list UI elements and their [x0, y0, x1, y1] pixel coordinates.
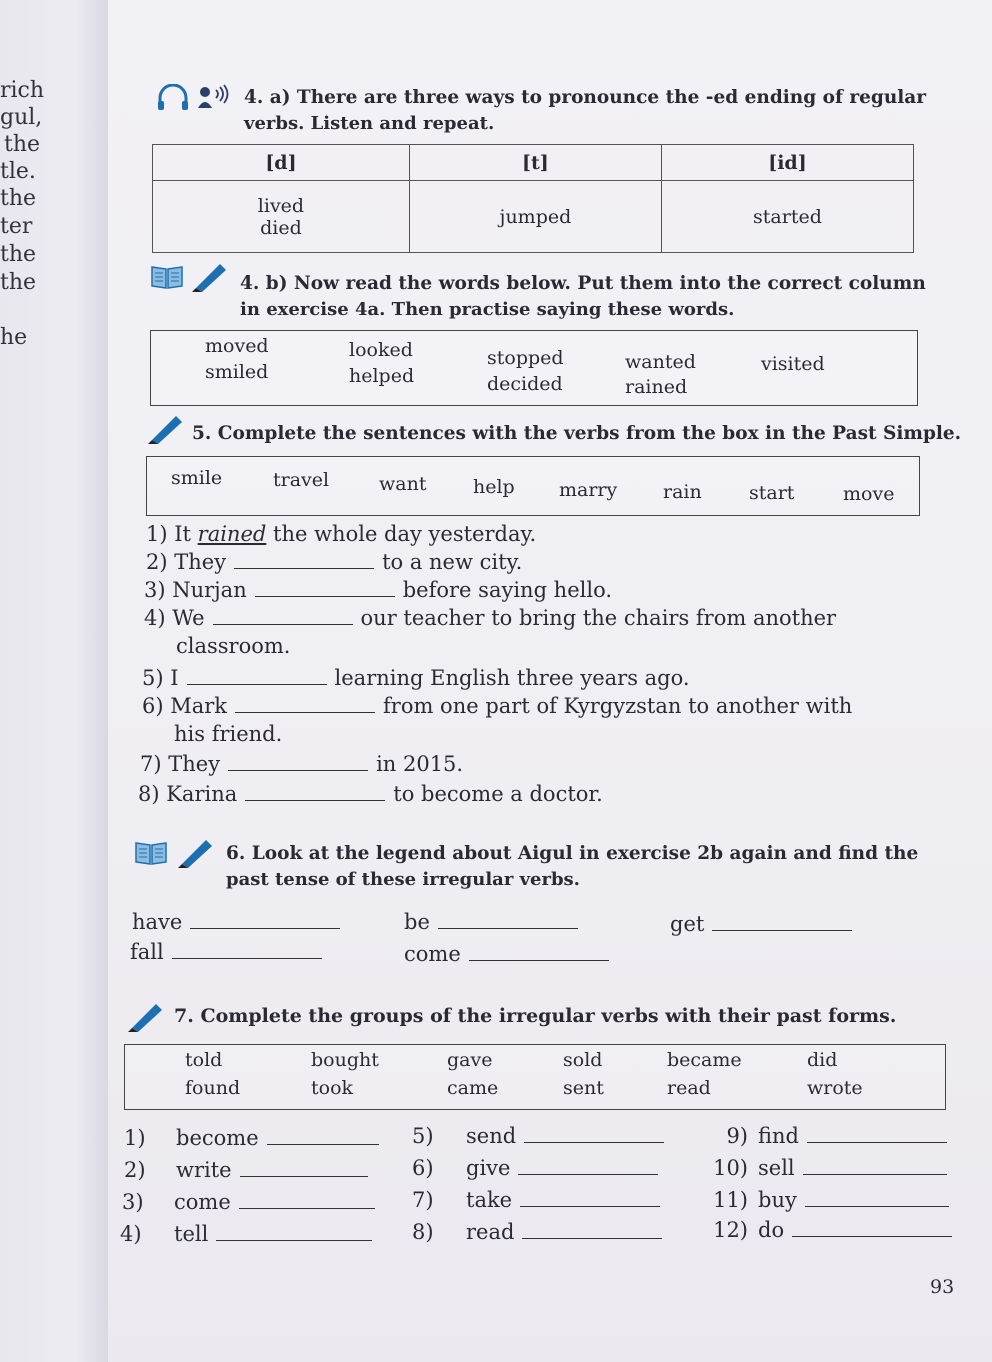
left-fragment: the — [4, 132, 41, 157]
word: stopped — [487, 347, 564, 369]
sentence-8: 8) Karina to become a doctor. — [138, 782, 603, 806]
answer-blank[interactable] — [803, 1173, 947, 1175]
word: helped — [349, 365, 415, 387]
word: found — [185, 1077, 241, 1099]
sentence-4-cont: classroom. — [176, 634, 291, 658]
verb-get: get — [670, 912, 860, 936]
word: start — [749, 482, 795, 504]
sentence-2: 2) They to a new city. — [146, 550, 523, 574]
exercise-7-verb-box — [124, 1044, 946, 1110]
answer-blank[interactable] — [187, 683, 327, 685]
word: marry — [559, 479, 618, 501]
example-answer: rained — [197, 522, 267, 546]
answer-blank[interactable] — [792, 1235, 952, 1237]
verb-fall: fall — [130, 940, 330, 964]
irregular-item: 11) buy — [696, 1188, 957, 1212]
sentence-4: 4) We our teacher to bring the chairs from another — [144, 606, 837, 630]
irregular-item: 9) find — [696, 1124, 955, 1148]
word: wrote — [807, 1077, 863, 1099]
irregular-item: 6) give — [412, 1156, 666, 1180]
word: travel — [273, 469, 330, 491]
exercise-5-title: 5. Complete the sentences with the verbs from the box in the Past Simple. — [192, 423, 962, 444]
irregular-item: 4) tell — [120, 1222, 380, 1246]
word: did — [807, 1049, 838, 1071]
verb-be: be — [404, 910, 586, 934]
page-number: 93 — [930, 1276, 955, 1298]
word: came — [447, 1077, 499, 1099]
header-t: [t] — [409, 145, 661, 181]
left-page — [0, 0, 108, 1362]
word: gave — [447, 1049, 493, 1071]
irregular-item: 1) become — [124, 1126, 387, 1150]
word-cell: lived — [257, 194, 305, 217]
exercise-4a-title: 4. a) There are three ways to pronounce the -ed ending of regular — [244, 87, 927, 108]
irregular-item: 5) send — [412, 1124, 672, 1148]
left-fragment: the — [0, 186, 37, 211]
word: sent — [563, 1077, 604, 1099]
answer-blank[interactable] — [228, 769, 368, 771]
exercise-4b-title-line2: in exercise 4a. Then practise saying these words. — [240, 299, 735, 320]
word: told — [185, 1049, 223, 1071]
exercise-4a-title-line2: verbs. Listen and repeat. — [244, 113, 495, 134]
answer-blank[interactable] — [524, 1141, 664, 1143]
exercise-4b-title: 4. b) Now read the words below. Put them into the correct column — [240, 273, 926, 294]
left-fragment: the — [0, 270, 37, 295]
verb-come: come — [404, 942, 617, 966]
answer-blank[interactable] — [522, 1237, 662, 1239]
word: became — [667, 1049, 742, 1071]
speaker-audio-icon — [196, 84, 232, 112]
answer-blank[interactable] — [190, 927, 340, 929]
word: visited — [761, 353, 825, 375]
irregular-item: 3) come — [122, 1190, 383, 1214]
exercise-4b-word-box — [150, 330, 918, 406]
irregular-item: 8) read — [412, 1220, 670, 1244]
word: help — [473, 476, 515, 498]
word: read — [667, 1077, 711, 1099]
answer-blank[interactable] — [807, 1141, 947, 1143]
answer-blank[interactable] — [239, 1207, 375, 1209]
answer-blank[interactable] — [245, 799, 385, 801]
left-fragment: tle. — [0, 159, 36, 184]
word: looked — [349, 339, 413, 361]
word: rain — [663, 481, 702, 503]
answer-blank[interactable] — [520, 1205, 660, 1207]
exercise-6-title-line2: past tense of these irregular verbs. — [226, 869, 580, 890]
sentence-3: 3) Nurjan before saying hello. — [144, 578, 613, 602]
answer-blank[interactable] — [234, 567, 374, 569]
answer-blank[interactable] — [805, 1205, 949, 1207]
word: decided — [487, 373, 563, 395]
answer-blank[interactable] — [267, 1143, 379, 1145]
left-fragment: gul, — [0, 105, 43, 130]
answer-blank[interactable] — [438, 927, 578, 929]
answer-blank[interactable] — [518, 1173, 658, 1175]
pencil-icon — [176, 834, 216, 868]
word: smile — [171, 467, 223, 489]
word: smiled — [205, 361, 269, 383]
verb-have: have — [132, 910, 348, 934]
answer-blank[interactable] — [469, 959, 609, 961]
answer-blank[interactable] — [235, 711, 375, 713]
word: moved — [205, 335, 269, 357]
headphones-icon — [156, 84, 190, 112]
exercise-7-title: 7. Complete the groups of the irregular verbs with their past forms. — [174, 1005, 897, 1027]
sentence-1: 1) It rained the whole day yesterday. — [146, 522, 537, 546]
header-id: [id] — [661, 145, 913, 181]
word: want — [379, 473, 427, 495]
word: rained — [625, 376, 688, 398]
pencil-icon — [146, 410, 186, 444]
irregular-item: 10) sell — [696, 1156, 955, 1180]
word-cell: died — [260, 216, 302, 239]
answer-blank[interactable] — [216, 1239, 372, 1241]
exercise-5-verb-box — [146, 456, 920, 516]
word: wanted — [625, 351, 696, 373]
left-fragment: the — [0, 242, 37, 267]
irregular-item: 7) take — [412, 1188, 668, 1212]
column-id-cell: started — [661, 181, 913, 253]
header-d: [d] — [153, 145, 410, 181]
book-icon — [134, 840, 168, 866]
word: took — [311, 1077, 354, 1099]
answer-blank[interactable] — [213, 623, 353, 625]
answer-blank[interactable] — [255, 595, 395, 597]
word: bought — [311, 1049, 379, 1071]
answer-blank[interactable] — [240, 1175, 368, 1177]
word: move — [843, 483, 895, 505]
pencil-icon — [190, 258, 230, 292]
pencil-icon — [126, 998, 166, 1032]
sentence-5: 5) I learning English three years ago. — [142, 666, 690, 690]
ed-pronunciation-table — [152, 144, 914, 253]
answer-blank[interactable] — [172, 957, 322, 959]
irregular-item: 12) do — [696, 1218, 960, 1242]
column-t-cell: jumped — [409, 181, 661, 253]
column-d-cell — [153, 181, 410, 253]
exercise-6-title: 6. Look at the legend about Aigul in exercise 2b again and find the — [226, 843, 919, 864]
word: sold — [563, 1049, 603, 1071]
sentence-6-cont: his friend. — [174, 722, 283, 746]
sentence-6: 6) Mark from one part of Kyrgyzstan to another with — [142, 694, 853, 718]
book-icon — [150, 264, 184, 290]
left-fragment: ter — [0, 214, 33, 239]
sentence-7: 7) They in 2015. — [140, 752, 464, 776]
left-fragment: rich — [0, 78, 45, 103]
left-fragment: he — [0, 325, 28, 350]
textbook-page — [108, 0, 992, 1362]
answer-blank[interactable] — [712, 929, 852, 931]
irregular-item: 2) write — [124, 1158, 376, 1182]
